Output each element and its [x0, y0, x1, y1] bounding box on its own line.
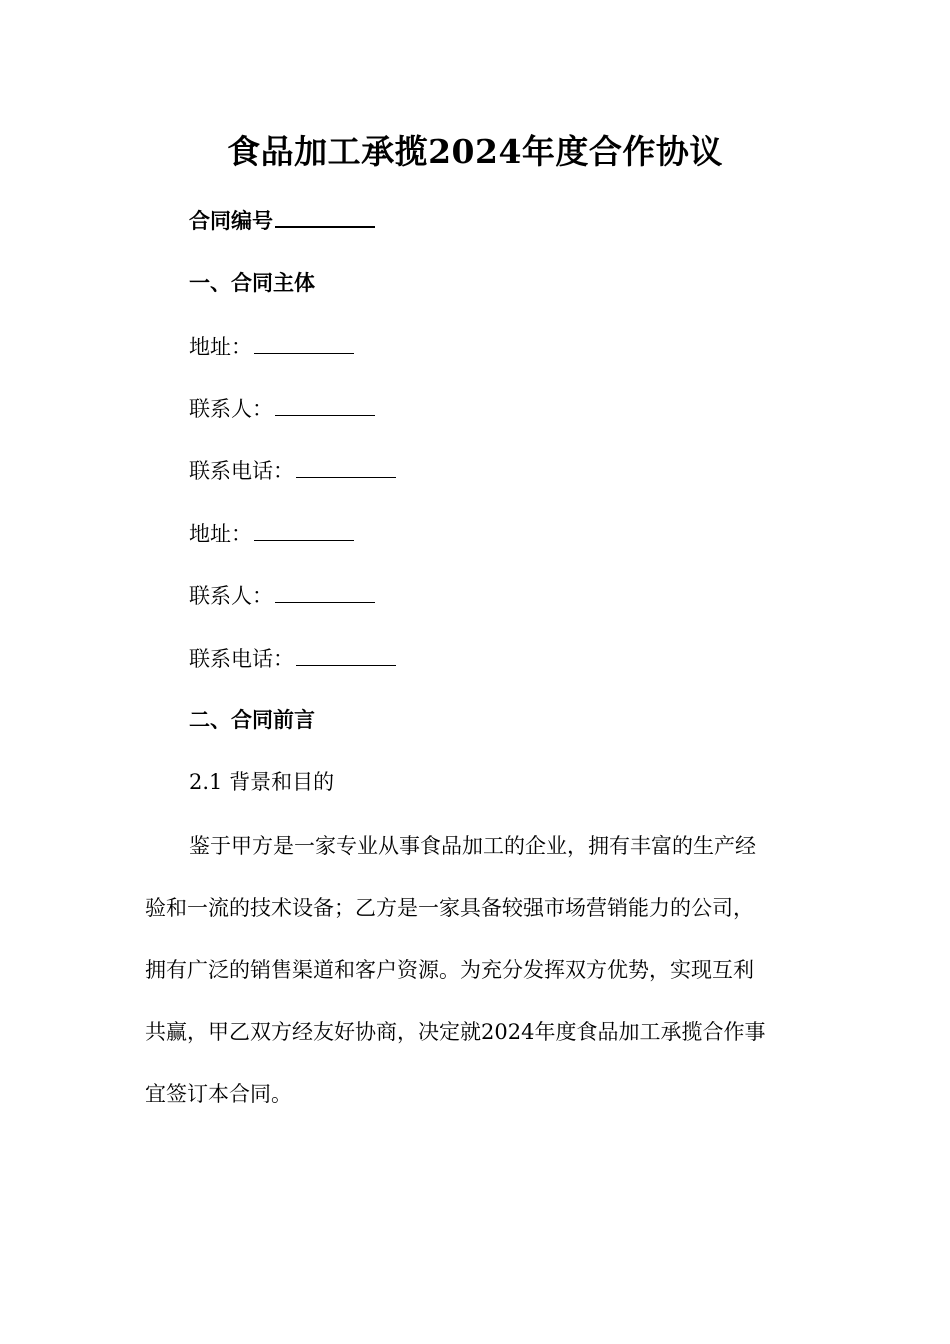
section1-heading: 一、合同主体 [189, 270, 315, 295]
contract-number-blank[interactable] [275, 204, 375, 228]
paragraph-line: 宜签订本合同。 [145, 1082, 292, 1106]
party-b-contact-blank[interactable] [275, 580, 375, 603]
paragraph-line: 共赢，甲乙双方经友好协商，决定就2024年度食品加工承揽合作事 [145, 1020, 766, 1044]
party-a-contact-row [189, 393, 375, 424]
party-a-address-blank[interactable] [254, 331, 354, 354]
contract-number-row [189, 204, 375, 236]
section2-subheading: 2.1 背景和目的 [189, 770, 335, 794]
party-b-phone-blank[interactable] [296, 643, 396, 666]
party-a-phone-blank[interactable] [296, 455, 396, 478]
paragraph-line: 拥有广泛的销售渠道和客户资源。为充分发挥双方优势，实现互利 [145, 958, 754, 982]
document-title: 食品加工承揽2024年度合作协议 [227, 132, 723, 171]
party-a-contact-blank[interactable] [275, 393, 375, 416]
party-a-address-label: 地址： [189, 335, 252, 359]
contract-number-label: 合同编号 [189, 208, 273, 233]
section2-paragraph [145, 815, 810, 1125]
party-b-phone-label: 联系电话： [189, 647, 294, 671]
party-b-contact-label: 联系人： [189, 584, 273, 608]
party-b-contact-row [189, 580, 375, 611]
party-a-contact-label: 联系人： [189, 397, 273, 421]
paragraph-line: 验和一流的技术设备；乙方是一家具备较强市场营销能力的公司， [145, 896, 754, 920]
party-a-phone-label: 联系电话： [189, 459, 294, 483]
party-b-address-blank[interactable] [254, 518, 354, 541]
party-b-address-label: 地址： [189, 522, 252, 546]
paragraph-line: 鉴于甲方是一家专业从事食品加工的企业，拥有丰富的生产经 [189, 834, 756, 858]
section2-heading: 二、合同前言 [189, 707, 315, 732]
party-a-address-row [189, 331, 354, 362]
party-b-address-row [189, 518, 354, 549]
party-a-phone-row [189, 455, 396, 486]
party-b-phone-row [189, 643, 396, 674]
